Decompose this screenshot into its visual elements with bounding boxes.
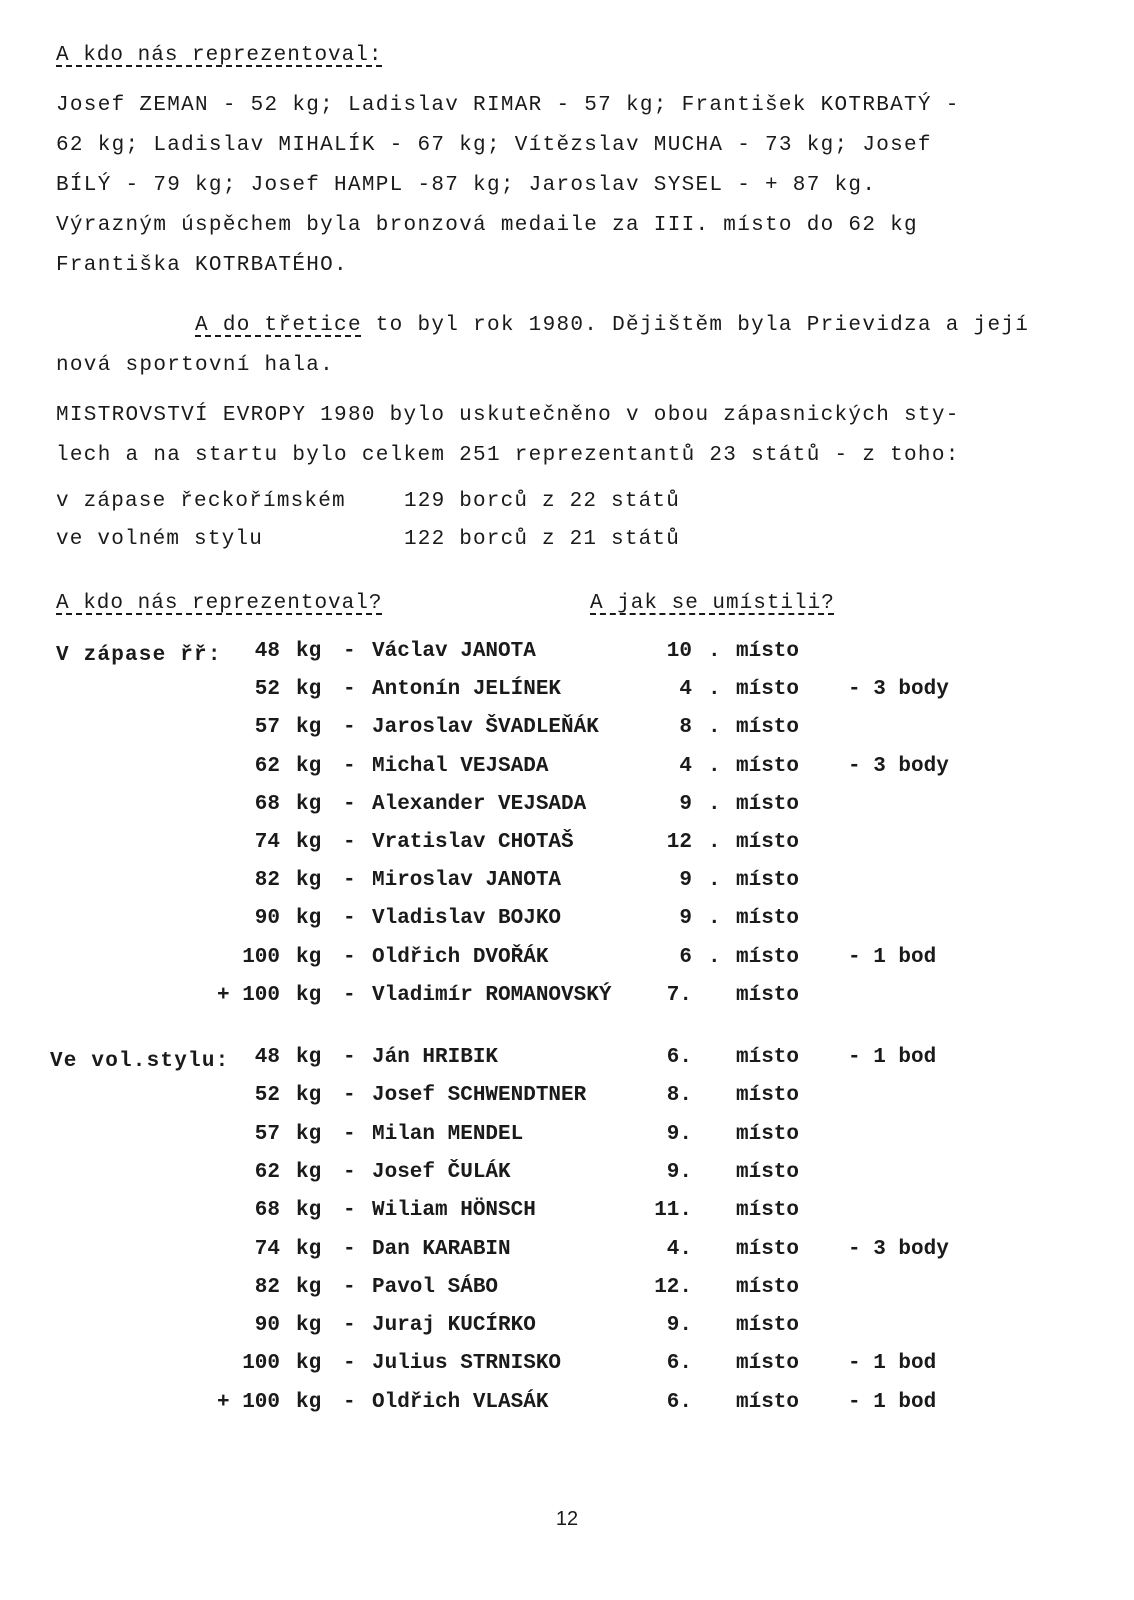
weight-class: 90 bbox=[254, 907, 280, 931]
placement-word: místo bbox=[736, 1084, 800, 1108]
result-row bbox=[0, 984, 1134, 1022]
placement-word: místo bbox=[736, 1122, 800, 1146]
result-row bbox=[0, 1123, 1134, 1161]
separator-dash: - bbox=[343, 1160, 356, 1184]
weight-class: 52 bbox=[254, 1084, 280, 1108]
placement-number: 7. bbox=[666, 983, 692, 1007]
separator-dash: - bbox=[343, 1122, 356, 1146]
athlete-name: Vladislav BOJKO bbox=[372, 907, 562, 931]
placement-word: místo bbox=[736, 792, 800, 816]
weight-unit: kg bbox=[296, 1160, 322, 1184]
weight-unit: kg bbox=[296, 1046, 322, 1069]
placement-number: 6. bbox=[666, 1046, 692, 1069]
weight-class: 90 bbox=[254, 1314, 280, 1338]
athlete-name: Miroslav JANOTA bbox=[372, 869, 562, 893]
placement-word: místo bbox=[736, 907, 800, 931]
result-row bbox=[0, 716, 1134, 754]
weight-class: 82 bbox=[254, 1275, 280, 1299]
weight-class: 82 bbox=[254, 869, 280, 893]
placement-number: 9. bbox=[666, 1314, 692, 1338]
weight-class: + 100 bbox=[216, 1390, 280, 1414]
section-heading-placements: A jak se umístili? bbox=[590, 592, 835, 615]
placement-word: místo bbox=[736, 869, 800, 893]
athlete-name: Václav JANOTA bbox=[372, 640, 536, 663]
paragraph-line: BÍLÝ - 79 kg; Josef HAMPL -87 kg; Jaroslav SYSEL - + 87 kg. bbox=[56, 174, 877, 197]
paragraph-line: nová sportovní hala. bbox=[56, 354, 335, 377]
placement-word: místo bbox=[736, 1390, 800, 1414]
placement-number: 6 bbox=[679, 945, 692, 969]
athlete-name: Alexander VEJSADA bbox=[372, 792, 587, 816]
weight-unit: kg bbox=[296, 1237, 322, 1261]
placement-dot: . bbox=[708, 907, 721, 931]
weight-class: 62 bbox=[254, 754, 280, 778]
greco-roman-label: V zápase řř: bbox=[56, 644, 222, 667]
result-row bbox=[0, 1161, 1134, 1199]
placement-number: 11. bbox=[654, 1199, 692, 1223]
placement-number: 9 bbox=[679, 869, 692, 893]
weight-unit: kg bbox=[296, 1314, 322, 1338]
athlete-name: Oldřich DVOŘÁK bbox=[372, 945, 549, 969]
stat-value: 122 borců z 21 států bbox=[404, 528, 681, 551]
result-row bbox=[0, 831, 1134, 869]
placement-dot: . bbox=[708, 869, 721, 893]
result-row bbox=[0, 755, 1134, 793]
athlete-name: Vladimír ROMANOVSKÝ bbox=[372, 983, 612, 1007]
weight-unit: kg bbox=[296, 1084, 322, 1108]
points-value: - 3 body bbox=[848, 1237, 949, 1261]
placement-word: místo bbox=[736, 678, 800, 702]
weight-unit: kg bbox=[296, 831, 322, 854]
athlete-name: Michal VEJSADA bbox=[372, 754, 549, 778]
placement-number: 4. bbox=[666, 1237, 692, 1261]
athlete-name: Milan MENDEL bbox=[372, 1122, 524, 1146]
athlete-name: Josef ČULÁK bbox=[372, 1160, 511, 1184]
separator-dash: - bbox=[343, 983, 356, 1007]
placement-number: 9. bbox=[666, 1160, 692, 1184]
separator-dash: - bbox=[343, 831, 356, 854]
placement-number: 4 bbox=[679, 754, 692, 778]
weight-class: 48 bbox=[254, 1046, 280, 1069]
placement-number: 6. bbox=[666, 1390, 692, 1414]
weight-class: 68 bbox=[254, 1199, 280, 1223]
result-row bbox=[0, 946, 1134, 984]
separator-dash: - bbox=[343, 792, 356, 816]
separator-dash: - bbox=[343, 945, 356, 969]
placement-word: místo bbox=[736, 1046, 800, 1069]
separator-dash: - bbox=[343, 1199, 356, 1223]
separator-dash: - bbox=[343, 716, 356, 740]
separator-dash: - bbox=[343, 1314, 356, 1338]
section-heading-representatives-2: A kdo nás reprezentoval? bbox=[56, 592, 383, 615]
weight-class: 68 bbox=[254, 792, 280, 816]
paragraph-line: Výrazným úspěchem byla bronzová medaile za III. místo do 62 kg bbox=[56, 214, 918, 237]
separator-dash: - bbox=[343, 640, 356, 663]
weight-unit: kg bbox=[296, 945, 322, 969]
placement-word: místo bbox=[736, 1314, 800, 1338]
separator-dash: - bbox=[343, 678, 356, 702]
placement-number: 12. bbox=[654, 1275, 692, 1299]
points-value: - 1 bod bbox=[848, 1390, 937, 1414]
placement-number: 12 bbox=[666, 831, 692, 854]
separator-dash: - bbox=[343, 1352, 356, 1376]
weight-class: 52 bbox=[254, 678, 280, 702]
separator-dash: - bbox=[343, 1046, 356, 1069]
weight-unit: kg bbox=[296, 792, 322, 816]
section-heading-representatives-1: A kdo nás reprezentoval: bbox=[56, 44, 383, 67]
paragraph-line: MISTROVSTVÍ EVROPY 1980 bylo uskutečněno v obou zápasnických sty- bbox=[56, 404, 960, 427]
placement-number: 10 bbox=[666, 640, 692, 663]
separator-dash: - bbox=[343, 869, 356, 893]
weight-class: + 100 bbox=[216, 983, 280, 1007]
athlete-name: Vratislav CHOTAŠ bbox=[372, 831, 574, 854]
athlete-name: Wiliam HÖNSCH bbox=[372, 1199, 536, 1223]
separator-dash: - bbox=[343, 1390, 356, 1414]
separator-dash: - bbox=[343, 1275, 356, 1299]
weight-unit: kg bbox=[296, 1199, 322, 1223]
result-row bbox=[0, 869, 1134, 907]
placement-number: 8 bbox=[679, 716, 692, 740]
weight-unit: kg bbox=[296, 983, 322, 1007]
placement-word: místo bbox=[736, 640, 800, 663]
placement-dot: . bbox=[708, 754, 721, 778]
placement-word: místo bbox=[736, 1199, 800, 1223]
placement-word: místo bbox=[736, 1160, 800, 1184]
placement-word: místo bbox=[736, 945, 800, 969]
athlete-name: Juraj KUCÍRKO bbox=[372, 1314, 536, 1338]
page-number: 12 bbox=[555, 1508, 579, 1530]
result-row bbox=[0, 1276, 1134, 1314]
weight-unit: kg bbox=[296, 754, 322, 778]
weight-unit: kg bbox=[296, 716, 322, 740]
athlete-name: Pavol SÁBO bbox=[372, 1275, 499, 1299]
weight-unit: kg bbox=[296, 1122, 322, 1146]
paragraph-line: Františka KOTRBATÉHO. bbox=[56, 254, 348, 277]
placement-dot: . bbox=[708, 716, 721, 740]
placement-dot: . bbox=[708, 678, 721, 702]
paragraph-lead-underlined: A do třetice bbox=[195, 314, 362, 337]
athlete-name: Oldřich VLASÁK bbox=[372, 1390, 549, 1414]
separator-dash: - bbox=[343, 1237, 356, 1261]
athlete-name: Dan KARABIN bbox=[372, 1237, 511, 1261]
placement-dot: . bbox=[708, 945, 721, 969]
placement-word: místo bbox=[736, 754, 800, 778]
paragraph-lead-rest: to byl rok 1980. Dějištěm byla Prievidza a její bbox=[361, 314, 1030, 337]
result-row bbox=[0, 793, 1134, 831]
freestyle-label: Ve vol.stylu: bbox=[50, 1050, 230, 1073]
paragraph-championship bbox=[56, 396, 1056, 476]
result-row bbox=[0, 640, 1134, 678]
separator-dash: - bbox=[343, 754, 356, 778]
separator-dash: - bbox=[343, 907, 356, 931]
weight-class: 100 bbox=[242, 945, 280, 969]
placement-dot: . bbox=[708, 792, 721, 816]
athlete-name: Jaroslav ŠVADLEŇÁK bbox=[372, 716, 599, 740]
result-row bbox=[0, 678, 1134, 716]
placement-dot: . bbox=[708, 640, 721, 663]
weight-class: 74 bbox=[254, 1237, 280, 1261]
paragraph-1980-squad bbox=[56, 86, 1056, 286]
points-value: - 3 body bbox=[848, 678, 949, 702]
weight-unit: kg bbox=[296, 1352, 322, 1376]
placement-number: 8. bbox=[666, 1084, 692, 1108]
weight-class: 62 bbox=[254, 1160, 280, 1184]
paragraph-line bbox=[56, 306, 1056, 346]
placement-word: místo bbox=[736, 983, 800, 1007]
weight-class: 57 bbox=[254, 716, 280, 740]
placement-word: místo bbox=[736, 1275, 800, 1299]
weight-unit: kg bbox=[296, 640, 322, 663]
weight-unit: kg bbox=[296, 678, 322, 702]
athlete-name: Josef SCHWENDTNER bbox=[372, 1084, 587, 1108]
result-row bbox=[0, 1046, 1134, 1084]
result-row bbox=[0, 1391, 1134, 1429]
placement-number: 4 bbox=[679, 678, 692, 702]
weight-class: 48 bbox=[254, 640, 280, 663]
paragraph-line: Josef ZEMAN - 52 kg; Ladislav RIMAR - 57 kg; František KOTRBATÝ - bbox=[56, 94, 960, 117]
placement-number: 9. bbox=[666, 1122, 692, 1146]
weight-unit: kg bbox=[296, 869, 322, 893]
placement-word: místo bbox=[736, 1237, 800, 1261]
weight-class: 100 bbox=[242, 1352, 280, 1376]
paragraph-line: 62 kg; Ladislav MIHALÍK - 67 kg; Vítězslav MUCHA - 73 kg; Josef bbox=[56, 134, 932, 157]
placement-word: místo bbox=[736, 716, 800, 740]
weight-unit: kg bbox=[296, 1275, 322, 1299]
stat-value: 129 borců z 22 států bbox=[404, 490, 681, 513]
paragraph-line: lech a na startu bylo celkem 251 reprezentantů 23 států - z toho: bbox=[56, 444, 960, 467]
weight-unit: kg bbox=[296, 1390, 322, 1414]
separator-dash: - bbox=[343, 1084, 356, 1108]
placement-number: 6. bbox=[666, 1352, 692, 1376]
result-row bbox=[0, 1084, 1134, 1122]
weight-class: 74 bbox=[254, 831, 280, 854]
weight-unit: kg bbox=[296, 907, 322, 931]
points-value: - 1 bod bbox=[848, 1046, 937, 1069]
stat-label: ve volném stylu bbox=[56, 528, 264, 551]
weight-class: 57 bbox=[254, 1122, 280, 1146]
athlete-name: Ján HRIBIK bbox=[372, 1046, 499, 1069]
points-value: - 1 bod bbox=[848, 1352, 937, 1376]
result-row bbox=[0, 907, 1134, 945]
points-value: - 1 bod bbox=[848, 945, 937, 969]
placement-word: místo bbox=[736, 831, 800, 854]
stat-label: v zápase řeckořímském bbox=[56, 490, 346, 513]
placement-word: místo bbox=[736, 1352, 800, 1376]
result-row bbox=[0, 1199, 1134, 1237]
athlete-name: Antonín JELÍNEK bbox=[372, 678, 562, 702]
result-row bbox=[0, 1314, 1134, 1352]
placement-number: 9 bbox=[679, 792, 692, 816]
placement-number: 9 bbox=[679, 907, 692, 931]
result-row bbox=[0, 1352, 1134, 1390]
paragraph-prievidza bbox=[56, 306, 1056, 386]
placement-dot: . bbox=[708, 831, 721, 854]
points-value: - 3 body bbox=[848, 754, 949, 778]
result-row bbox=[0, 1238, 1134, 1276]
athlete-name: Julius STRNISKO bbox=[372, 1352, 562, 1376]
